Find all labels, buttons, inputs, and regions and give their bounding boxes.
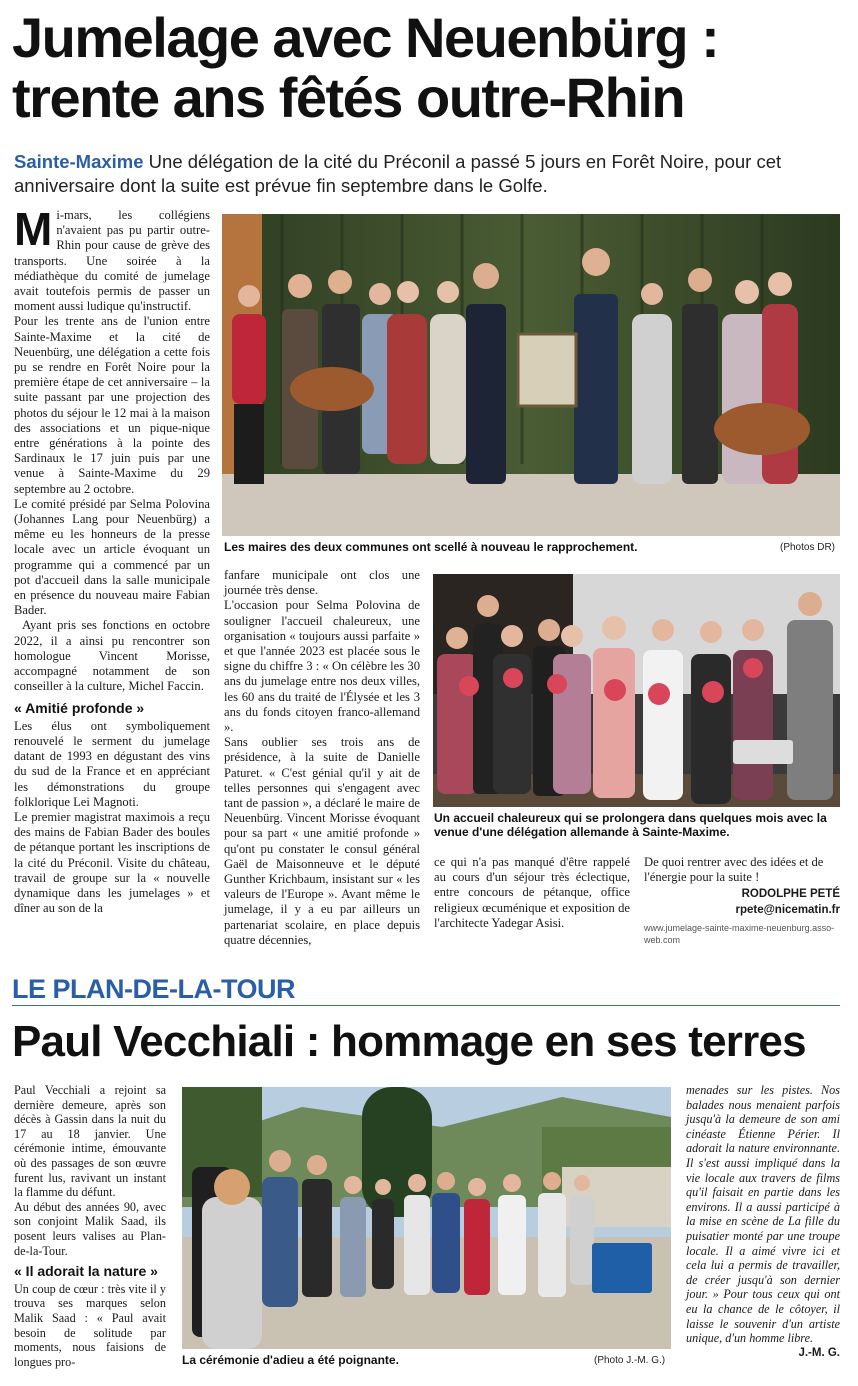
article2-column-1 xyxy=(14,1083,166,1369)
article1-paragraph-5: Les élus ont symboliquement renouvelé le serment du jumelage datant de 1993 en dégustant des vins du sud de la France et en appréciant les démonstrations du groupe folklorique Lei Magnoti. xyxy=(14,718,210,809)
article1-column-4 xyxy=(644,855,840,946)
article1-paragraph-4: Ayant pris ses fonctions en octobre 2022, il a ainsi pu rencontrer son homologue Vincent Morisse, accompagné notamment de son conseiller à la culture, Michel Faccin. xyxy=(14,618,210,694)
article1-col3-para: ce qui n'a pas manqué d'être rappelé au cours d'un séjour très éclectique, entre concours de pétanque, office religieux œcuménique et exposition de l'architecte Yadegar Asisi. xyxy=(434,855,630,930)
article2-paragraph-1: Paul Vecchiali a rejoint sa dernière demeure, après son décès à Gassin dans la nuit du 17 au 18 janvier. Une cérémonie intime, émouvante où des passages de son œuvre furent lus, ravivant un instant la flamme du défunt. xyxy=(14,1083,166,1200)
article1-col4-para: De quoi rentrer avec des idées et de l'énergie pour la suite ! xyxy=(644,855,824,885)
article1-column-1 xyxy=(14,203,210,916)
article1-paragraph-3: Le comité présidé par Selma Polovina (Johannes Lang pour Neuenbürg) a même eu les honneurs de la presse locale avec un article évoquant un programme qui a commencé par un pot d'accueil dans la salle municipale en présence du nouveau maire Fabian Bader. xyxy=(14,496,210,618)
article1-website[interactable]: www.jumelage-sainte-maxime-neuenburg.asso-web.com xyxy=(644,922,835,945)
photo3-credit: (Photo J.-M. G.) xyxy=(594,1355,666,1366)
article1-location: Sainte-Maxime xyxy=(14,151,144,172)
photo-ceremony xyxy=(182,1087,671,1349)
photo-ceremony-image xyxy=(182,1087,671,1349)
section-label: LE PLAN-DE-LA-TOUR xyxy=(12,974,295,1004)
photo-mayors xyxy=(222,214,840,536)
article1-paragraph-6: Le premier magistrat maximois a reçu des mains de Fabian Bader des boules de pétanque portant les inscriptions de la cité du Préconil. Visite du château, travail de groupe sur la « nouvelle dynamique dans les jumelages » et dîner au son de la xyxy=(14,809,210,916)
article1-signature: RODOLPHE PETÉ xyxy=(741,888,840,901)
section-rule xyxy=(12,1005,840,1006)
dropcap: M xyxy=(14,203,53,255)
photo-welcome xyxy=(433,574,840,807)
photo-mayors-image xyxy=(222,214,840,536)
photo1-caption: Les maires des deux communes ont scellé à nouveau le rapprochement. xyxy=(224,540,638,554)
article1-col2-para-3: Sans oublier ses trois ans de présidence, à la suite de Danielle Paturet. « C'est génial qu'il y ait de telles personnes qui s'engagent avec tant de passion », a déclaré le maire de Neuenbürg. Vincent Morisse évoquant pour sa part « une amitié profonde » qu'ont pu constater le consul général Gaël de Maisonneuve et le député Gunther Krichbaum, insistant sur « les valeurs de l'Europe ». Avant même le jumelage, il y a eu par ailleurs un partenariat scolaire, en place depuis quatre décennies, xyxy=(224,735,420,947)
article1-paragraph-1: i-mars, les collégiens n'avaient pas pu partir outre-Rhin pour cause de grève des transports. Une soirée à la médiathèque du comité de jumelage avait toutefois permis de passer un moment aussi ludique qu'instructif. xyxy=(14,208,210,314)
article2-signature: J.-M. G. xyxy=(798,1346,840,1359)
article1-column-2 xyxy=(224,568,420,948)
article2-column-2 xyxy=(686,1083,840,1360)
article1-column-3 xyxy=(434,855,630,931)
article1-col2-para-1: fanfare municipale ont clos une journée très dense. xyxy=(224,568,420,598)
article1-lead-text: Une délégation de la cité du Préconil a passé 5 jours en Forêt Noire, pour cet anniversaire dont la suite est prévue fin septembre dans le Golfe. xyxy=(14,151,782,196)
article2-col2-para: menades sur les pistes. Nos balades nous menaient parfois jusqu'à la demeure de son ami cinéaste Étienne Périer. Il adorait la nature environnante. Il s'est aussi impliqué dans la vie locale aux travers de films qu'il faisait en partie dans les environs. Il a aussi participé à la mise en scène de La fille du puisatier monté par une troupe locale. Il a aimé vivre ici et cela lui a permis de travailler, de créer jusqu'à son dernier jour. » Pour tous ceux qui ont eu la chance de le côtoyer, il laisse le souvenir d'un artiste unique, d'un homme libre. xyxy=(686,1083,840,1346)
article1-lead xyxy=(14,150,844,198)
article1-title-line1: Jumelage avec Neuenbürg : xyxy=(12,6,719,69)
article1-paragraph-2: Pour les trente ans de l'union entre Sainte-Maxime et la cité de Neuenbürg, une délégation a cette fois pu se rendre en Forêt Noire pour la première étape de cet anniversaire – la suite passant par une projection des photos du séjour le 12 mai à la maison des associations et un pique-nique entre générations à la pointe des Sardinaux le 17 juin puis par une venue à Sainte-Maxime du 29 septembre au 2 octobre. xyxy=(14,314,210,496)
photo3-caption: La cérémonie d'adieu a été poignante. xyxy=(182,1353,399,1367)
article2-paragraph-3: Un coup de cœur : très vite il y trouva ses marques selon Malik Saad : « Paul avait besoin de solitude par moments, nous faisions de longues pro- xyxy=(14,1281,166,1369)
article1-email[interactable]: rpete@nicematin.fr xyxy=(735,903,840,916)
article2-title: Paul Vecchiali : hommage en ses terres xyxy=(12,1017,806,1066)
article1-col2-para-2: L'occasion pour Selma Polovina de souligner l'accueil chaleureux, une organisation « toujours aussi parfaite » et que l'année 2023 est placée sous le signe du chiffre 3 : « On célèbre les 30 ans du jumelage entre nos deux villes, les 60 ans du traité de l'Élysée et les 3 ans du fonds citoyen franco-allemand ». xyxy=(224,598,420,735)
photo1-credit: (Photos DR) xyxy=(780,542,836,553)
article1-subhead: « Amitié profonde » xyxy=(14,699,145,716)
article2-paragraph-2: Au début des années 90, avec son conjoint Malik Saad, ils posent leurs valises au Plan-de-la-Tour. xyxy=(14,1199,166,1258)
article2-subhead: « Il adorait la nature » xyxy=(14,1263,158,1280)
article1-title-line2: trente ans fêtés outre-Rhin xyxy=(12,66,685,129)
photo-welcome-image xyxy=(433,574,840,807)
photo2-caption: Un accueil chaleureux qui se prolongera dans quelques mois avec la venue d'une délégation allemande à Sainte-Maxime. xyxy=(434,811,827,839)
